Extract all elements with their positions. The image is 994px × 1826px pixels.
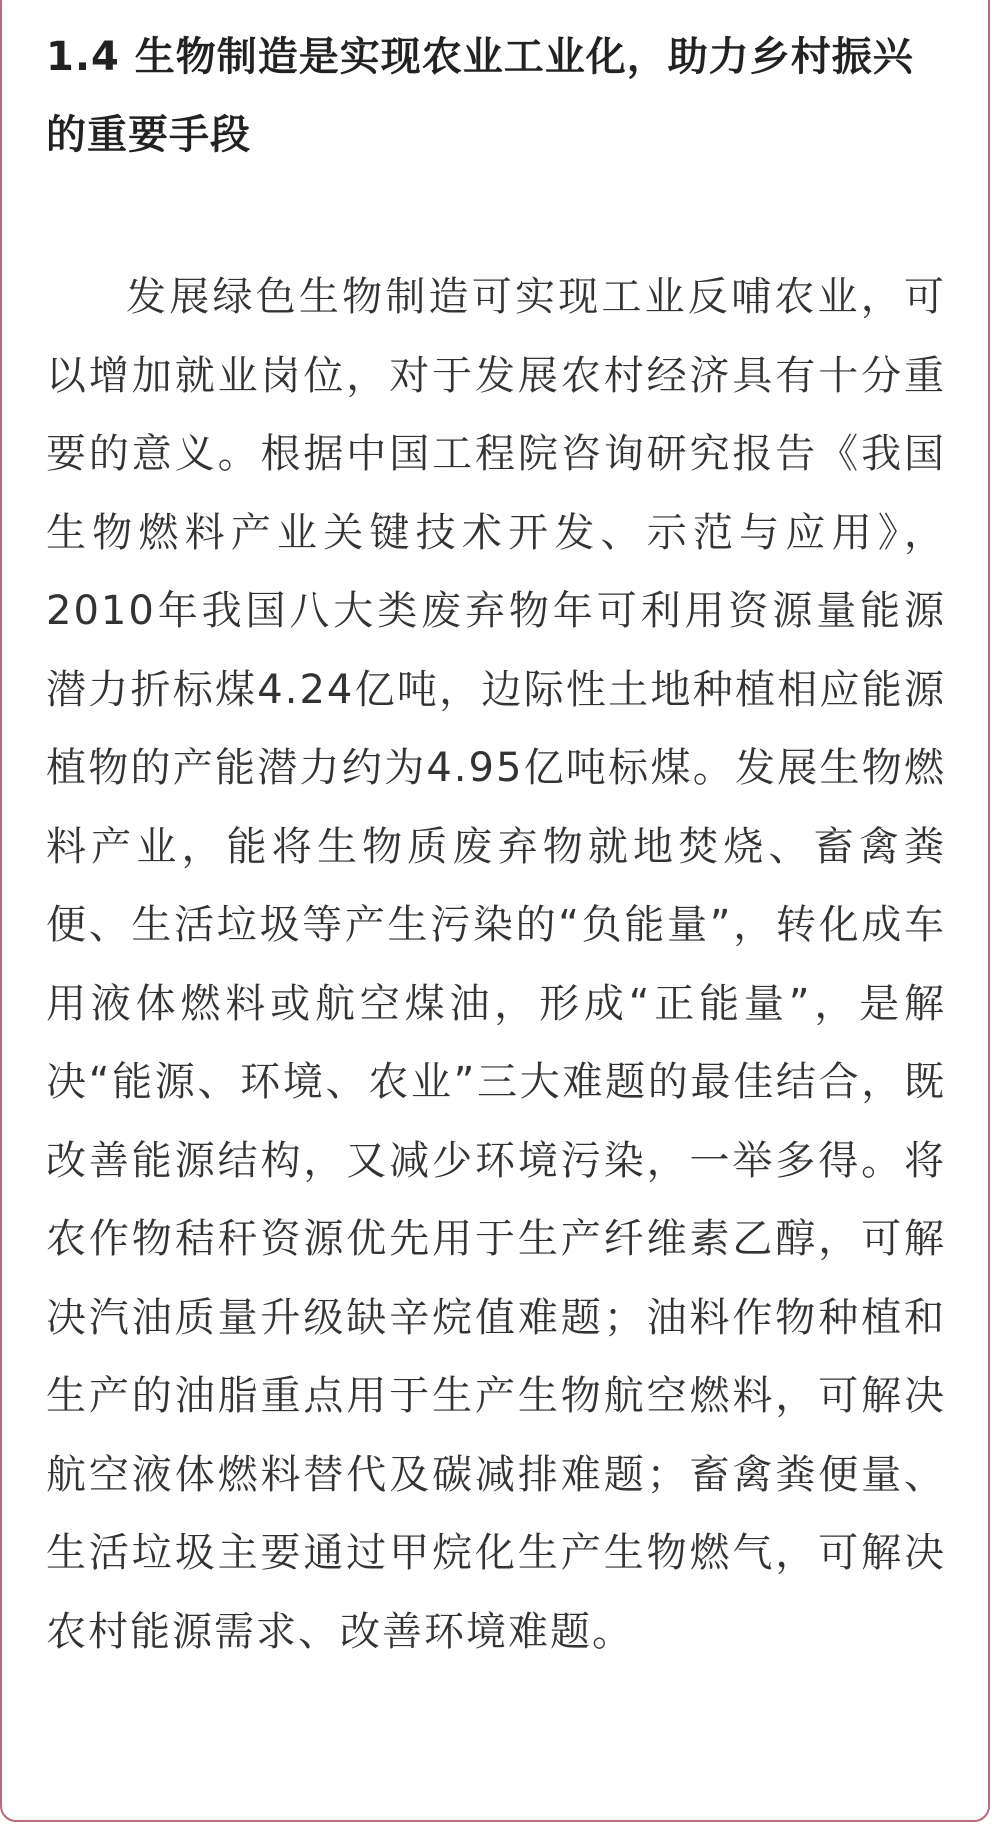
article-content (46, 18, 946, 1671)
section-heading: 1.4 生物制造是实现农业工业化，助力乡村振兴的重要手段 (46, 34, 914, 158)
section-paragraph: 发展绿色生物制造可实现工业反哺农业，可以增加就业岗位，对于发展农村经济具有十分重要的意义。根据中国工程院咨询研究报告《我国生物燃料产业关键技术开发、示范与应用》，2010年我国八大类废弃物年可利用资源量能源潜力折标煤4.24亿吨，边际性土地种植相应能源植物的产能潜力约为4.95亿吨标煤。发展生物燃料产业，能将生物质废弃物就地焚烧、畜禽粪便、生活垃圾等产生污染的“负能量”，转化成车用液体燃料或航空煤油，形成“正能量”，是解决“能源、环境、农业”三大难题的最佳结合，既改善能源结构，又减少环境污染，一举多得。将农作物秸秆资源优先用于生产纤维素乙醇，可解决汽油质量升级缺辛烷值难题；油料作物种植和生产的油脂重点用于生产生物航空燃料，可解决航空液体燃料替代及碳减排难题；畜禽粪便量、生活垃圾主要通过甲烷化生产生物燃气，可解决农村能源需求、改善环境难题。 (46, 274, 946, 1655)
